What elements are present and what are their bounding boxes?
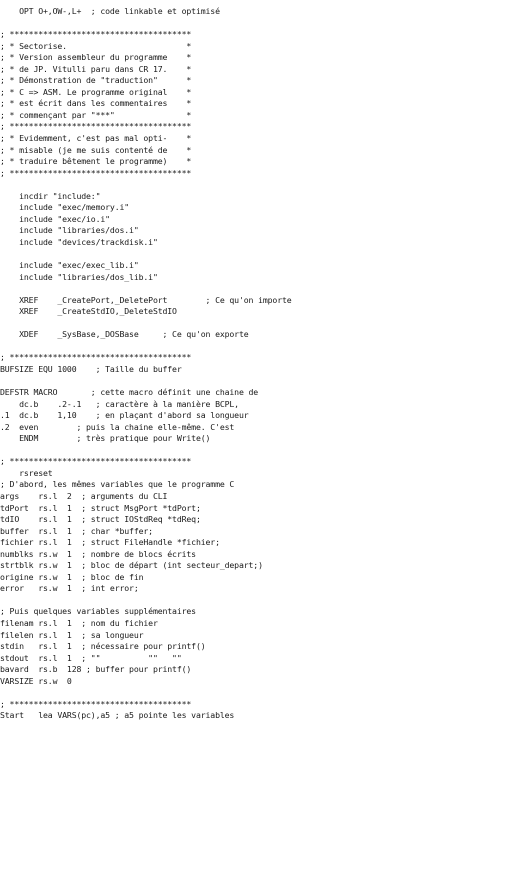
code-line [0, 248, 514, 260]
code-line: ; * traduire bêtement le programme) * [0, 156, 192, 167]
code-line: tdIO rs.l 1 ; struct IOStdReq *tdReq; [0, 514, 201, 525]
code-line: ; * Version assembleur du programme * [0, 52, 192, 63]
code-line [0, 318, 514, 330]
code-line: ; ************************************** [0, 456, 192, 467]
code-line: include "exec/exec_lib.i" [0, 260, 139, 271]
code-line: ; ************************************** [0, 167, 192, 178]
code-line: ; * commençant par "***" * [0, 109, 192, 120]
code-line: ; * misable (je me suis contenté de * [0, 144, 192, 155]
code-line [0, 595, 514, 607]
code-line: ; * Démonstration de "traduction" * [0, 75, 192, 86]
code-line: ; D'abord, les mêmes variables que le programme C [0, 479, 235, 490]
code-line: origine rs.w 1 ; bloc de fin [0, 571, 144, 582]
code-line: ; ************************************** [0, 29, 192, 40]
code-line: numblks rs.w 1 ; nombre de blocs écrits [0, 548, 196, 559]
code-line: incdir "include:" [0, 190, 101, 201]
code-line [0, 179, 514, 191]
code-line: XDEF _SysBase,_DOSBase ; Ce qu'on exporte [0, 329, 249, 340]
code-line: DEFSTR MACRO ; cette macro définit une chaine de [0, 387, 259, 398]
code-line: XREF _CreateStdIO,_DeleteStdIO [0, 306, 177, 317]
code-line: include "devices/trackdisk.i" [0, 236, 158, 247]
code-line: ; * est écrit dans les commentaires * [0, 98, 192, 109]
code-line: fichier rs.l 1 ; struct FileHandle *fichier; [0, 537, 220, 548]
code-line: stdout rs.l 1 ; "" "" "" [0, 652, 182, 663]
code-line: bavard rs.b 128 ; buffer pour printf() [0, 664, 192, 675]
code-line: strtblk rs.w 1 ; bloc de départ (int secteur_depart;) [0, 560, 263, 571]
code-line: tdPort rs.l 1 ; struct MsgPort *tdPort; [0, 502, 201, 513]
code-line: ; ************************************** [0, 352, 192, 363]
code-line: buffer rs.l 1 ; char *buffer; [0, 525, 153, 536]
code-line: ; * Evidemment, c'est pas mal opti- * [0, 133, 192, 144]
code-line [0, 376, 514, 388]
code-line: BUFSIZE EQU 1000 ; Taille du buffer [0, 363, 182, 374]
code-line: Start lea VARS(pc),a5 ; a5 pointe les variables [0, 710, 235, 721]
assembly-source-listing [0, 6, 514, 722]
code-line: dc.b .2-.1 ; caractère à la manière BCPL, [0, 398, 239, 409]
code-line: OPT O+,OW-,L+ ; code linkable et optimisé [0, 6, 220, 16]
code-line: ENDM ; très pratique pour Write() [0, 433, 211, 444]
code-line: include "exec/io.i" [0, 213, 110, 224]
code-line [0, 283, 514, 295]
code-line: ; * de JP. Vitulli paru dans CR 17. * [0, 63, 192, 74]
code-line [0, 341, 514, 353]
code-line: stdin rs.l 1 ; nécessaire pour printf() [0, 641, 206, 652]
code-line: ; Puis quelques variables supplémentaires [0, 606, 196, 617]
code-line: VARSIZE rs.w 0 [0, 675, 72, 686]
code-line: rsreset [0, 467, 53, 478]
code-line: error rs.w 1 ; int error; [0, 583, 139, 594]
code-line: args rs.l 2 ; arguments du CLI [0, 490, 168, 501]
code-line: ; * Sectorise. * [0, 40, 192, 51]
code-line [0, 445, 514, 457]
code-line: .1 dc.b 1,10 ; en plaçant d'abord sa longueur [0, 410, 249, 421]
code-line: ; ************************************** [0, 698, 192, 709]
code-line: ; * C => ASM. Le programme original * [0, 86, 192, 97]
code-line: ; ************************************** [0, 121, 192, 132]
code-line [0, 687, 514, 699]
code-line: .2 even ; puis la chaine elle-même. C'est [0, 421, 235, 432]
code-line: include "exec/memory.i" [0, 202, 130, 213]
code-line: include "libraries/dos.i" [0, 225, 139, 236]
code-line [0, 18, 514, 30]
code-line: filenam rs.l 1 ; nom du fichier [0, 617, 158, 628]
code-line: XREF _CreatePort,_DeletePort ; Ce qu'on importe [0, 294, 292, 305]
code-line: filelen rs.l 1 ; sa longueur [0, 629, 144, 640]
code-line: include "libraries/dos_lib.i" [0, 271, 158, 282]
